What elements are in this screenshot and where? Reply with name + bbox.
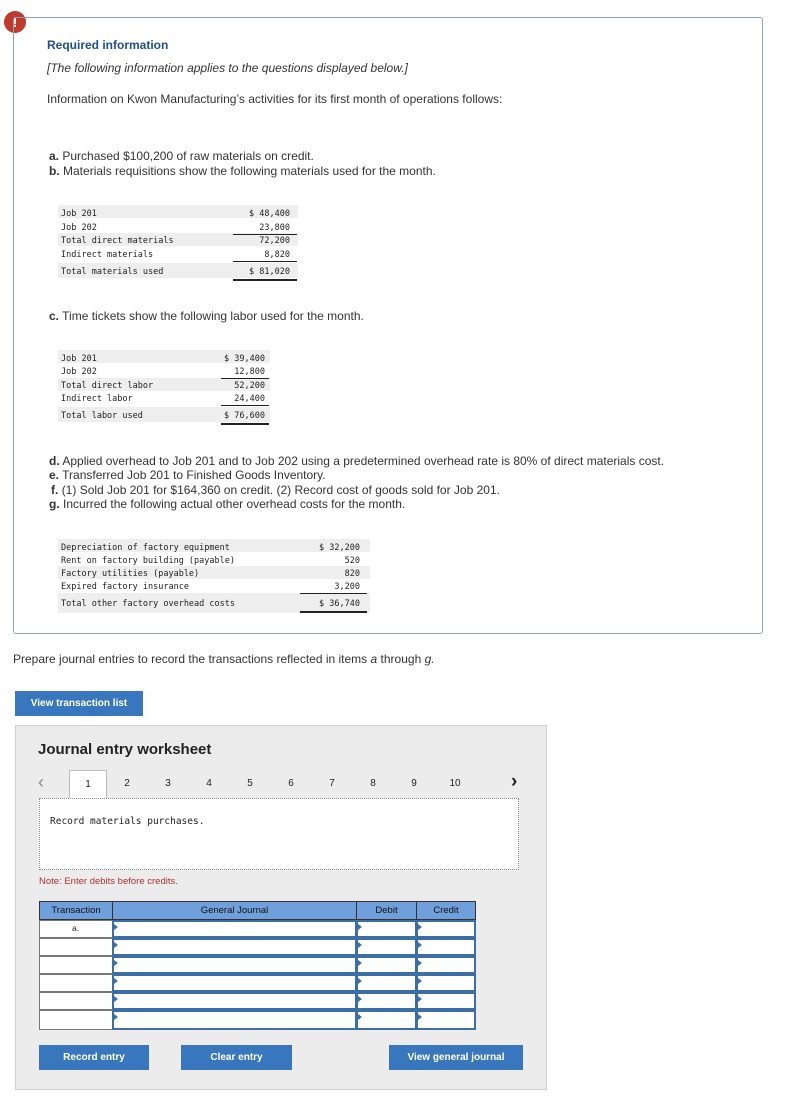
debit-input[interactable] <box>356 956 417 974</box>
debit-header: Debit <box>356 901 417 920</box>
worksheet-tab-9[interactable]: 9 <box>411 778 417 789</box>
table-row-label: Indirect materials <box>61 250 154 260</box>
table-row-label: Job 202 <box>61 223 97 233</box>
credit-input[interactable] <box>416 1010 476 1030</box>
credit-input[interactable] <box>416 974 476 992</box>
credit-input[interactable] <box>416 992 476 1010</box>
worksheet-tab-4[interactable]: 4 <box>206 778 212 789</box>
table-row-label: Rent on factory building (payable) <box>61 556 235 566</box>
prev-arrow-icon[interactable]: ‹ <box>38 772 44 792</box>
general-journal-header: General Journal <box>112 901 357 920</box>
transaction-header: Transaction <box>39 901 113 920</box>
table-row-value: 820 <box>344 569 360 579</box>
table-row-label: Job 202 <box>61 367 97 377</box>
item-a: a. Purchased $100,200 of raw materials on credit. <box>49 149 314 163</box>
table-row-value: 520 <box>344 556 360 566</box>
table-row-label: Depreciation of factory equipment <box>61 543 230 553</box>
debit-input[interactable] <box>356 1010 417 1030</box>
transaction-cell: a. <box>39 920 113 938</box>
debit-input[interactable] <box>356 920 417 938</box>
table-row-value: 24,400 <box>234 394 265 404</box>
view-transaction-list-button[interactable]: View transaction list <box>15 691 143 716</box>
credit-header: Credit <box>416 901 476 920</box>
table-row-value: 23,800 <box>259 223 290 233</box>
table-row-value: 12,800 <box>234 367 265 377</box>
debit-input[interactable] <box>356 938 417 956</box>
worksheet-tab-1[interactable]: 1 <box>69 770 107 798</box>
transaction-cell <box>39 1010 113 1030</box>
next-arrow-icon[interactable]: › <box>511 771 518 792</box>
account-input[interactable] <box>112 920 357 938</box>
table-row-label: Total labor used <box>61 411 143 421</box>
instructions-text: Prepare journal entries to record the transactions reflected in items a through g. <box>13 652 435 666</box>
credit-input[interactable] <box>416 956 476 974</box>
worksheet-title: Journal entry worksheet <box>38 741 212 758</box>
transaction-cell <box>39 974 113 992</box>
table-row-value: $ 36,740 <box>319 599 360 609</box>
table-row-label: Factory utilities (payable) <box>61 569 200 579</box>
table-row-value: 8,820 <box>264 250 290 260</box>
item-b: b. Materials requisitions show the following materials used for the month. <box>49 164 436 178</box>
clear-entry-button[interactable]: Clear entry <box>181 1045 292 1070</box>
item-e: e. Transferred Job 201 to Finished Goods Inventory. <box>49 468 326 482</box>
item-c: c. Time tickets show the following labor used for the month. <box>49 309 364 323</box>
table-row-value: 52,200 <box>234 381 265 391</box>
transaction-cell <box>39 956 113 974</box>
worksheet-instruction-box <box>39 798 519 870</box>
table-row-value: $ 76,600 <box>224 411 265 421</box>
debit-input[interactable] <box>356 974 417 992</box>
table-row-label: Total direct materials <box>61 236 174 246</box>
table-row-label: Expired factory insurance <box>61 582 189 592</box>
table-row-label: Job 201 <box>61 209 97 219</box>
required-information-title: Required information <box>47 38 169 52</box>
worksheet-tab-5[interactable]: 5 <box>247 778 253 789</box>
table-row-value: 3,200 <box>334 582 360 592</box>
credit-input[interactable] <box>416 938 476 956</box>
worksheet-instruction: Record materials purchases. <box>50 816 205 827</box>
credit-input[interactable] <box>416 920 476 938</box>
worksheet-tab-3[interactable]: 3 <box>165 778 171 789</box>
view-general-journal-button[interactable]: View general journal <box>389 1045 523 1070</box>
account-input[interactable] <box>112 1010 357 1030</box>
table-row-label: Indirect labor <box>61 394 133 404</box>
account-input[interactable] <box>112 956 357 974</box>
table-row-value: $ 48,400 <box>249 209 290 219</box>
table-row-value: $ 81,020 <box>249 267 290 277</box>
record-entry-button[interactable]: Record entry <box>39 1045 149 1070</box>
table-row-value: $ 32,200 <box>319 543 360 553</box>
item-g: g. Incurred the following actual other overhead costs for the month. <box>49 497 406 511</box>
table-row-label: Job 201 <box>61 354 97 364</box>
worksheet-tab-10[interactable]: 10 <box>449 778 461 789</box>
table-row-value: $ 39,400 <box>224 354 265 364</box>
alert-icon: ! <box>4 11 26 33</box>
debit-input[interactable] <box>356 992 417 1010</box>
account-input[interactable] <box>112 992 357 1010</box>
debits-note: Note: Enter debits before credits. <box>39 876 178 887</box>
account-input[interactable] <box>112 974 357 992</box>
table-row-label: Total other factory overhead costs <box>61 599 235 609</box>
item-f: f. (1) Sold Job 201 for $164,360 on credit. (2) Record cost of goods sold for Job 201. <box>51 483 500 497</box>
worksheet-tab-2[interactable]: 2 <box>124 778 130 789</box>
account-input[interactable] <box>112 938 357 956</box>
transaction-cell <box>39 938 113 956</box>
worksheet-tab-7[interactable]: 7 <box>329 778 335 789</box>
worksheet-tab-6[interactable]: 6 <box>288 778 294 789</box>
worksheet-tab-8[interactable]: 8 <box>370 778 376 789</box>
table-row-value: 72,200 <box>259 236 290 246</box>
intro-text: Information on Kwon Manufacturing’s activities for its first month of operations follows: <box>47 92 503 106</box>
transaction-cell <box>39 992 113 1010</box>
table-row-label: Total materials used <box>61 267 164 277</box>
applies-note: [The following information applies to the questions displayed below.] <box>47 61 408 75</box>
table-row-label: Total direct labor <box>61 381 154 391</box>
item-d: d. Applied overhead to Job 201 and to Job 202 using a predetermined overhead rate is 80% of direct materials cost. <box>49 454 665 468</box>
